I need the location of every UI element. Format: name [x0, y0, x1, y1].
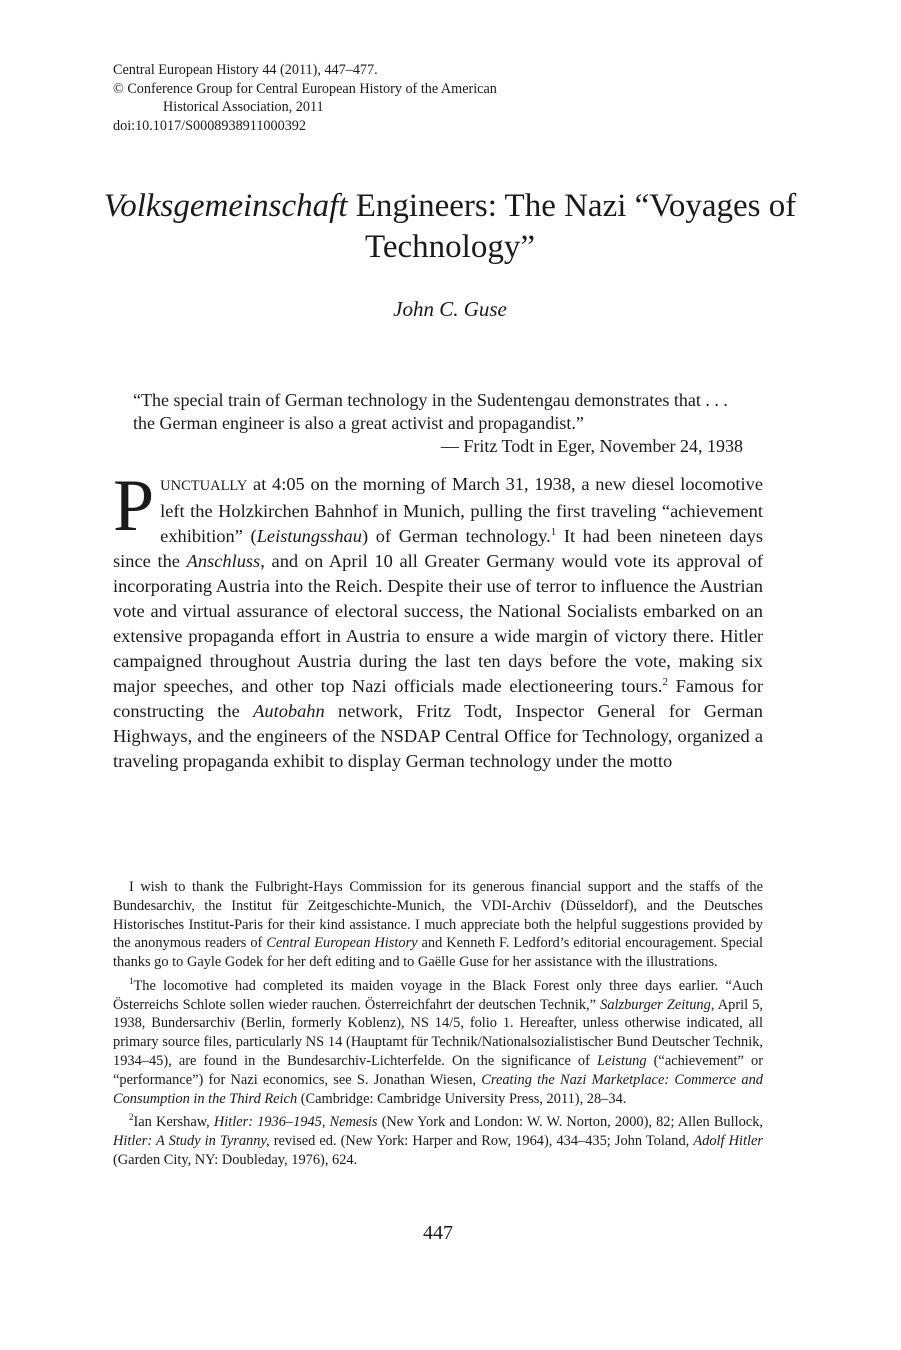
- note-text: I wish to thank the Fulbright-Hays Commission for its generous financial support and the staffs of the Bundesarchiv, the Institut für Zeitgeschichte-Munich, the VDI-Archiv (Düsseldorf), and the Deutsches Historisches Institut-Paris for their kind assistance. I much appreciate both the helpful suggestions provided by the anonymous readers of: [113, 879, 763, 952]
- journal-citation: Central European History 44 (2011), 447–477.: [113, 62, 378, 78]
- body-segment: at 4:05 on the morning of March 31, 1938, a new diesel locomotive left the Holzkirchen Bahnhof in Munich, pulling the first traveling “achievement exhibition” (: [160, 474, 763, 546]
- title-italic: Volksgemeinschaft: [103, 188, 348, 224]
- page-number: 447: [423, 1222, 453, 1244]
- body-italic: Leistungsshau: [256, 526, 362, 546]
- copyright-line: © Conference Group for Central European History of the American: [113, 80, 497, 97]
- body-segment: It had been nineteen days since the: [113, 526, 763, 571]
- note-text: (“achievement” or “performance”) for Nazi economics, see S. Jonathan Wiesen,: [113, 1052, 763, 1088]
- note-text: The locomotive had completed its maiden voyage in the Black Forest only three days earlier. “Auch Österreichs Schlote sollen wieder rauchen. Österreichfahrt der deutschen Technik,”: [113, 977, 763, 1013]
- note-italic: Hitler: A Study in Tyranny,: [113, 1132, 270, 1149]
- note-text: revised ed. (New York: Harper and Row, 1964), 434–435; John Toland,: [269, 1132, 694, 1149]
- footnote-ref-1[interactable]: 1: [550, 525, 557, 538]
- copyright-line-continued: Historical Association, 2011: [163, 99, 324, 115]
- note-italic: Creating the Nazi Marketplace: Commerce and Consumption in the Third Reich: [113, 1071, 763, 1107]
- body-italic: Autobahn: [253, 701, 325, 721]
- footnote-2: [113, 1108, 763, 1169]
- body-segment: network, Fritz Todt, Inspector General for German Highways, and the engineers of the NSDAP Central Office for Technology, organized a traveling propaganda exhibit to display German technology under the motto: [113, 701, 763, 771]
- doi: doi:10.1017/S0008938911000392: [113, 117, 306, 134]
- footnote-number: 1: [129, 975, 134, 986]
- body-segment: Famous for constructing the: [113, 676, 763, 721]
- publication-info: [113, 61, 673, 135]
- note-italic: Leistung: [596, 1052, 647, 1069]
- title-text: Engineers: The Nazi “Voyages of Technology”: [347, 188, 797, 265]
- epigraph-attribution: — Fritz Todt in Eger, November 24, 1938: [440, 436, 743, 456]
- note-italic: Hitler: 1936–1945, Nemesis: [213, 1114, 378, 1131]
- acknowledgment-note: [113, 878, 763, 972]
- note-italic: Central European History: [266, 935, 418, 952]
- note-italic: Adolf Hitler: [693, 1132, 763, 1149]
- footnotes: [113, 878, 763, 1170]
- note-text: and Kenneth F. Ledford’s editorial encouragement. Special thanks go to Gayle Godek for her deft editing and to Gaëlle Guse for her assistance with the illustrations.: [113, 935, 763, 971]
- body-segment: ) of German technology.: [361, 526, 551, 546]
- drop-cap: P: [113, 465, 155, 547]
- footnote-ref-2[interactable]: 2: [662, 675, 669, 688]
- note-text: (Garden City, NY: Doubleday, 1976), 624.: [113, 1151, 358, 1168]
- small-caps-lead: UNCTUALLY: [160, 478, 248, 494]
- note-italic: Salzburger Zeitung: [600, 996, 711, 1013]
- body-italic: Anschluss: [186, 551, 261, 571]
- note-text: Ian Kershaw,: [133, 1114, 214, 1131]
- footnote-1: [113, 972, 763, 1108]
- body-text: [113, 465, 763, 774]
- body-segment: , and on April 10 all Greater Germany would vote its approval of incorporating Austria into the Reich. Despite their use of terror to influence the Austrian vote and virtual assurance of electoral success, the National Socialists embarked on an extensive propaganda effort in Austria to ensure a wide margin of victory there. Hitler campaigned throughout Austria during the last ten days before the vote, making six major speeches, and other top Nazi officials made electioneering tours.: [113, 551, 763, 696]
- author-name: John C. Guse: [393, 297, 507, 321]
- note-text: , April 5, 1938, Bundersarchiv (Berlin, formerly Koblenz), NS 14/5, folio 1. Hereafter, unless otherwise indicated, all primary source files, particularly NS 14 (Hauptamt für Technik/Nationalsozialistischer Bund Deutscher Technik, 1934–45), are found in the Bundesarchiv-Lichterfelde. On the significance of: [113, 996, 763, 1069]
- note-text: (New York and London: W. W. Norton, 2000), 82; Allen Bullock,: [377, 1114, 763, 1131]
- note-text: (Cambridge: Cambridge University Press, 2011), 28–34.: [297, 1090, 627, 1107]
- footnote-number: 2: [129, 1112, 134, 1123]
- article-title: [100, 186, 800, 268]
- epigraph-quote: “The special train of German technology in the Sudentengau demonstrates that . . . the German engineer is also a great activist and propagandist.”: [133, 390, 728, 433]
- epigraph: [133, 389, 743, 458]
